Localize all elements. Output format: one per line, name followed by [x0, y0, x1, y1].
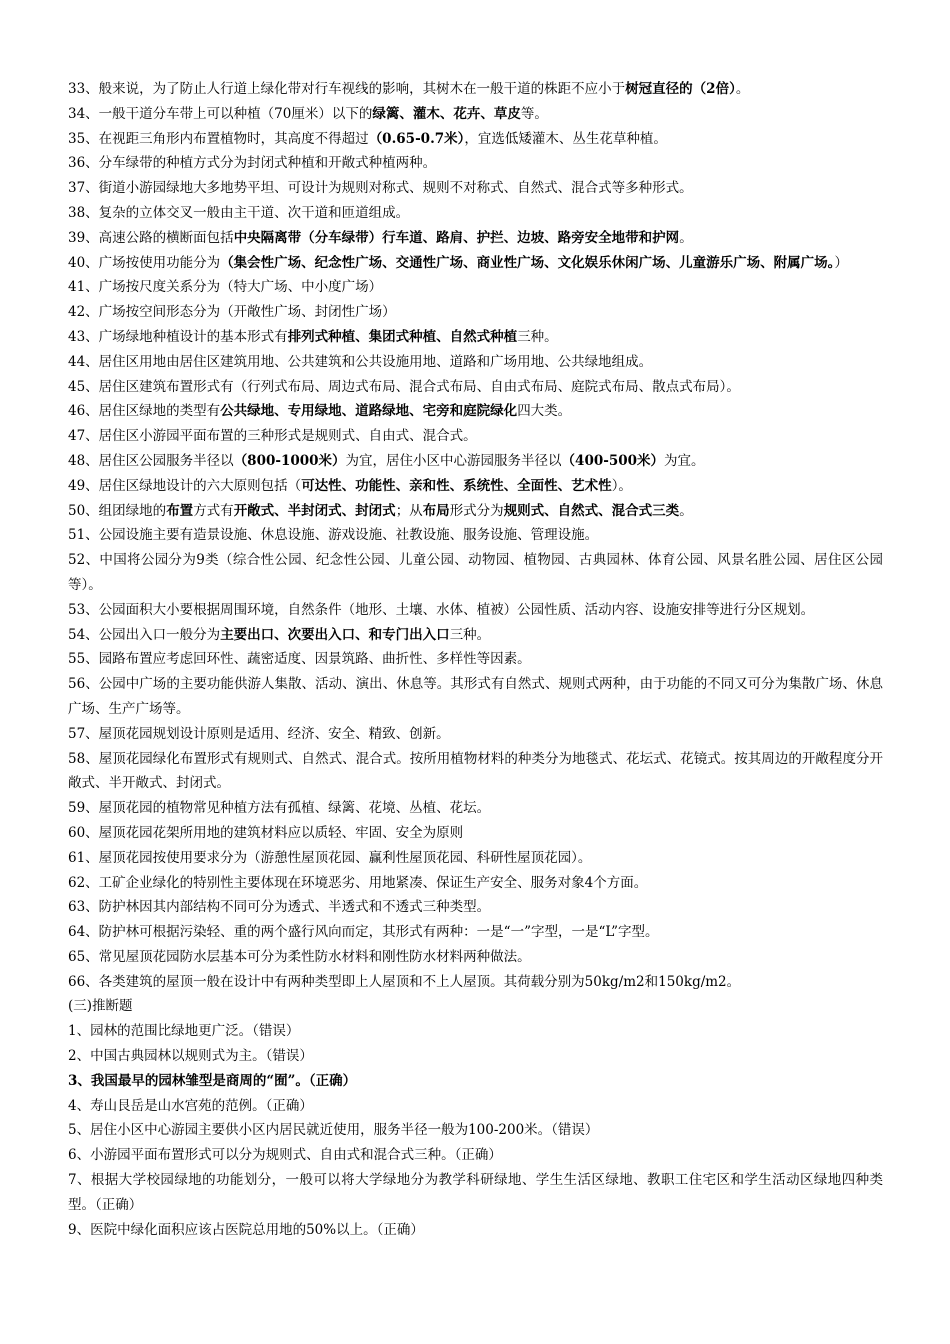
text-line: [68, 747, 883, 797]
text-line: [68, 325, 883, 350]
text-line: [68, 449, 883, 474]
bold-text: 布置: [166, 502, 194, 519]
bold-text: 树冠直径的（2倍）: [625, 81, 736, 97]
text-line: [68, 102, 883, 127]
bold-text: （0.65-0.7米）: [368, 130, 465, 147]
text-line: [68, 647, 883, 672]
text-line: [68, 945, 883, 970]
text-segment: 56、公园中广场的主要功能供游人集散、活动、演出、休息等。其形式有自然式、规则式两种，由于功能的不同又可分为集散广场、休息广场、生产广场等。: [68, 676, 883, 717]
text-line: [68, 1094, 883, 1119]
bold-text: 规则式、自然式、混合式三类: [503, 502, 680, 519]
text-segment: 62、工矿企业绿化的特别性主要体现在环境恶劣、用地紧凑、保证生产安全、服务对象4个方面。: [68, 874, 648, 891]
text-segment: 61、屋顶花园按使用要求分为（游憩性屋顶花园、赢利性屋顶花园、科研性屋顶花园）。: [68, 849, 592, 866]
text-segment: 43、广场绿地种植设计的基本形式有: [68, 328, 288, 345]
text-line: [68, 821, 883, 846]
text-segment: 方式有: [193, 502, 234, 519]
text-segment: 49、居住区绿地设计的六大原则包括（: [68, 477, 302, 494]
text-line: [68, 474, 883, 499]
text-segment: 37、街道小游园绿地大多地势平坦、可设计为规则对称式、规则不对称式、自然式、混合式等多种形式。: [68, 180, 693, 197]
text-segment: 55、园路布置应考虑回环性、蔬密适度、因景筑路、曲折性、多样性等因素。: [68, 651, 531, 668]
text-segment: 59、屋顶花园的植物常见种植方法有孤植、绿篱、花境、丛植、花坛。: [68, 800, 491, 817]
text-segment: 38、复杂的立体交叉一般由主干道、次干道和匝道组成。: [68, 204, 410, 221]
text-segment: 53、公园面积大小要根据周围环境，自然条件（地形、土壤、水体、植被）公园性质、活动内容、设施安排等进行分区规划。: [68, 601, 815, 618]
text-segment: 34、一般干道分车带上可以种植（70厘米）以下的: [68, 105, 373, 122]
text-segment: 47、居住区小游园平面布置的三种形式是规则式、自由式、混合式。: [68, 428, 477, 445]
text-line: [68, 672, 883, 722]
text-segment: 50、组团绿地的: [68, 502, 167, 519]
text-line: [68, 871, 883, 896]
text-segment: 形式分为: [449, 502, 504, 519]
text-line: [68, 722, 883, 747]
text-line: [68, 275, 883, 300]
text-line: [68, 1019, 883, 1044]
text-segment: 2、中国古典园林以规则式为主。（错误）: [68, 1048, 313, 1065]
text-line: [68, 796, 883, 821]
text-segment: 4、寿山艮岳是山水宫苑的范例。（正确）: [68, 1097, 313, 1114]
text-segment: 6、小游园平面布置形式可以分为规则式、自由式和混合式三种。（正确）: [68, 1147, 502, 1164]
bold-text: 绿篱、灌木、花卉、草皮: [372, 105, 521, 122]
text-line: [68, 350, 883, 375]
text-line: [68, 127, 883, 152]
text-line: [68, 895, 883, 920]
bold-text: 开敞式、半封闭式、封闭式: [233, 502, 396, 519]
text-segment: 40、广场按使用功能分为: [68, 254, 221, 271]
text-segment: 三种。: [517, 328, 558, 345]
text-segment: 39、高速公路的横断面包括: [68, 229, 234, 246]
text-line: [68, 151, 883, 176]
bold-text: （800-1000米）: [233, 452, 346, 469]
text-line: [68, 300, 883, 325]
text-line: [68, 846, 883, 871]
bold-text: 3、我国最早的园林雏型是商周的“囿”。（正确）: [68, 1072, 357, 1089]
text-segment: 66、各类建筑的屋顶一般在设计中有两种类型即上人屋顶和不上人屋顶。其荷载分别为50kg/m2和150kg/m2。: [68, 973, 741, 990]
text-line: [68, 399, 883, 424]
text-segment: 三种。: [449, 626, 491, 643]
text-segment: 52、中国将公园分为9类（综合性公园、纪念性公园、儿童公园、动物园、植物园、古典园林、体育公园、风景名胜公园、居住区公园等）。: [68, 552, 883, 593]
text-segment: ，宜选低矮灌木、丛生花草种植。: [464, 130, 667, 147]
text-segment: 等。: [520, 105, 548, 122]
text-line: [68, 499, 883, 524]
text-segment: 。: [679, 502, 693, 519]
text-line: [68, 424, 883, 449]
text-segment: 35、在视距三角形内布置植物时，其高度不得超过: [68, 130, 369, 147]
text-line: [68, 176, 883, 201]
text-line: [68, 970, 883, 995]
bold-text: 中央隔离带（分车绿带）行车道、路肩、护拦、边坡、路旁安全地带和护网: [233, 229, 680, 246]
bold-text: 可达性、功能性、亲和性、系统性、全面性、艺术性: [301, 477, 612, 494]
text-segment: ；从: [395, 502, 423, 519]
text-segment: 65、常见屋顶花园防水层基本可分为柔性防水材料和刚性防水材料两种做法。: [68, 948, 531, 965]
text-segment: 33、般来说，为了防止人行道上绿化带对行车视线的影响，其树木在一般干道的株距不应小于: [68, 81, 626, 97]
text-segment: (三)推断题: [68, 998, 133, 1015]
text-segment: 42、广场按空间形态分为（开敞性广场、封闭性广场）: [68, 304, 396, 321]
text-line: [68, 1218, 883, 1243]
text-segment: 48、居住区公园服务半径以: [68, 452, 234, 469]
text-segment: 45、居住区建筑布置形式有（行列式布局、周边式布局、混合式布局、自由式布局、庭院式布局、散点式布局）。: [68, 378, 740, 395]
text-segment: 60、屋顶花园花架所用地的建筑材料应以质轻、牢固、安全为原则: [68, 824, 464, 841]
text-line: [68, 1143, 883, 1168]
text-line: [68, 548, 883, 598]
text-segment: 1、园林的范围比绿地更广泛。（错误）: [68, 1023, 300, 1040]
text-segment: 36、分车绿带的种植方式分为封闭式种植和开敞式种植两种。: [68, 155, 437, 172]
text-segment: 41、广场按尺度关系分为（特大广场、中小度广场）: [68, 279, 383, 296]
text-segment: 57、屋顶花园规划设计原则是适用、经济、安全、精致、创新。: [68, 725, 450, 742]
text-segment: 51、公园设施主要有造景设施、休息设施、游戏设施、社教设施、服务设施、管理设施。: [68, 527, 599, 544]
text-line: [68, 375, 883, 400]
text-segment: 54、公园出入口一般分为: [68, 626, 221, 643]
bold-text: （集会性广场、纪念性广场、交通性广场、商业性广场、文化娱乐休闲广场、儿童游乐广场、附属广场。: [220, 254, 835, 271]
text-line: [68, 598, 883, 623]
text-line: [68, 623, 883, 648]
text-segment: 44、居住区用地由居住区建筑用地、公共建筑和公共设施用地、道路和广场用地、公共绿地组成。: [68, 353, 653, 370]
text-segment: 58、屋顶花园绿化布置形式有规则式、自然式、混合式。按所用植物材料的种类分为地毯式、花坛式、花镜式。按其周边的开敞程度分开敞式、半开敞式、封闭式。: [68, 750, 883, 792]
text-line: [68, 251, 883, 276]
text-line: [68, 920, 883, 945]
text-segment: 。: [735, 81, 750, 97]
bold-text: 布局: [422, 502, 450, 519]
text-segment: 9、医院中绿化面积应该占医院总用地的50%以上。（正确）: [68, 1221, 424, 1238]
text-line: [68, 1118, 883, 1143]
bold-text: 公共绿地、专用绿地、道路绿地、宅旁和庭院绿化: [220, 403, 518, 420]
bold-text: （400-500米）: [561, 452, 665, 469]
text-segment: 为宜，居住小区中心游园服务半径以: [345, 452, 562, 469]
text-segment: 63、防护林因其内部结构不同可分为透式、半透式和不透式三种类型。: [68, 899, 491, 916]
text-line: [68, 1069, 883, 1094]
text-line: [68, 523, 883, 548]
text-segment: 为宜。: [664, 452, 705, 469]
text-segment: 5、居住小区中心游园主要供小区内居民就近使用，服务半径一般为100-200米。（错误）: [68, 1122, 599, 1139]
text-line: [68, 1168, 883, 1218]
text-line: [68, 994, 883, 1019]
text-segment: ）: [834, 254, 848, 271]
text-segment: 四大类。: [517, 403, 572, 420]
text-line: [68, 1044, 883, 1069]
document-body: [68, 77, 883, 1242]
text-segment: 46、居住区绿地的类型有: [68, 403, 221, 420]
text-line: [68, 77, 883, 102]
text-segment: ）。: [611, 477, 632, 494]
text-segment: 。: [679, 229, 693, 246]
text-line: [68, 226, 883, 251]
bold-text: 主要出口、次要出入口、和专门出入口: [220, 626, 450, 643]
text-segment: 7、根据大学校园绿地的功能划分，一般可以将大学绿地分为教学科研绿地、学生生活区绿地、教职工住宅区和学生活动区绿地四种类型。（正确）: [68, 1172, 883, 1213]
bold-text: 排列式种植、集团式种植、自然式种植: [287, 328, 518, 345]
text-line: [68, 201, 883, 226]
text-segment: 64、防护林可根据污染轻、重的两个盛行风向而定，其形式有两种：一是“一”字型，一是“L”字型。: [68, 924, 659, 941]
